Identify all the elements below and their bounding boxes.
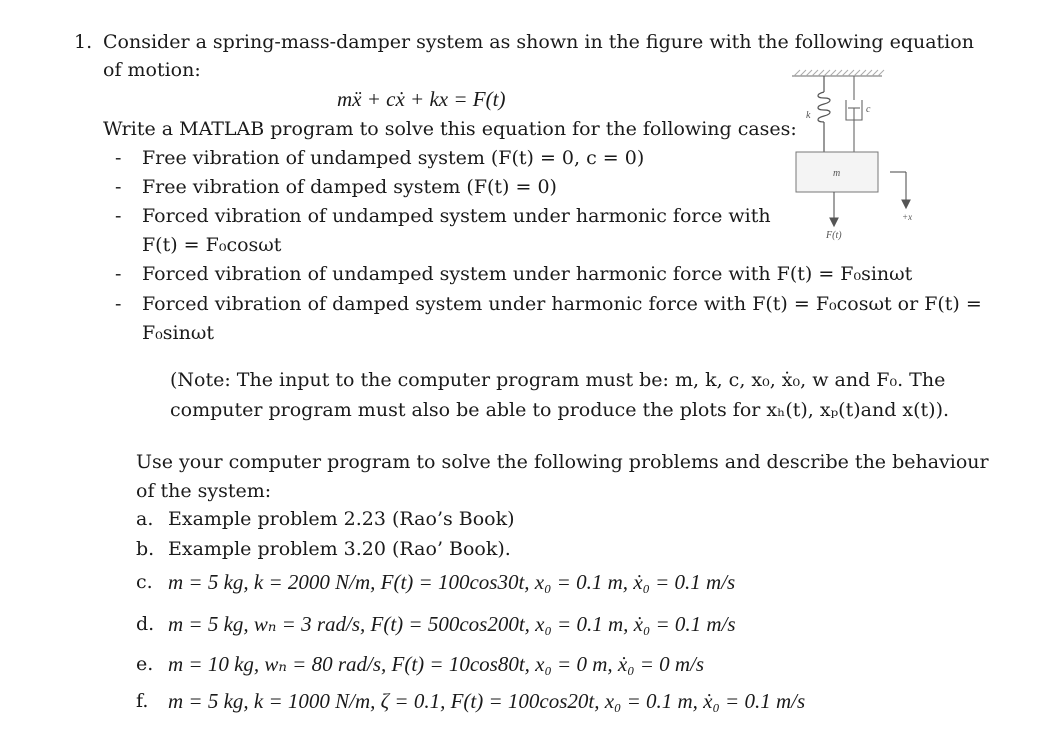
problem-label: f. [136,690,149,712]
case-3-continued: F(t) = F₀cosωt [142,234,282,256]
question-number: 1. [74,31,93,53]
use-line-1: Use your computer program to solve the following problems and describe the behaviour [136,451,989,473]
problem-label: b. [136,538,155,560]
damper-label: c [866,104,871,115]
use-line-2: of the system: [136,480,272,502]
problem-d: m = 5 kg, wₙ = 3 rad/s, F(t) = 500cos200t, x₀ = 0.1 m, ẋ₀ = 0.1 m/s [168,612,736,636]
problem-label: a. [136,508,154,530]
spring-label: k [806,110,811,121]
case-5-continued: F₀sinωt [142,322,214,344]
case-bullet: - [115,205,122,227]
problem-a: Example problem 2.23 (Rao’s Book) [168,508,515,530]
case-1: Free vibration of undamped system (F(t) = 0, c = 0) [142,147,645,169]
equation-of-motion: mẍ + cẋ + kx = F(t) [337,87,506,111]
intro-line-1: Consider a spring-mass-damper system as shown in the figure with the following equation [103,31,974,53]
case-bullet: - [115,176,122,198]
displacement-label: +x [902,212,913,222]
case-2: Free vibration of damped system (F(t) = 0) [142,176,557,198]
case-5: Forced vibration of damped system under harmonic force with F(t) = F₀cosωt or F(t) = [142,293,982,315]
case-bullet: - [115,293,122,315]
mass-label: m [833,168,841,179]
problem-f: m = 5 kg, k = 1000 N/m, ζ = 0.1, F(t) = 100cos20t, x₀ = 0.1 m, ẋ₀ = 0.1 m/s [168,689,806,713]
intro-line-2: of motion: [103,59,201,81]
spring [818,76,830,152]
note-line-2: computer program must also be able to produce the plots for xₕ(t), xₚ(t)and x(t)). [170,399,950,421]
case-3: Forced vibration of undamped system under harmonic force with [142,205,771,227]
case-4: Forced vibration of undamped system under harmonic force with F(t) = F₀sinωt [142,263,913,285]
prompt-line: Write a MATLAB program to solve this equation for the following cases: [103,118,797,140]
problem-e: m = 10 kg, wₙ = 80 rad/s, F(t) = 10cos80t, x₀ = 0 m, ẋ₀ = 0 m/s [168,652,705,676]
displacement-arrow [890,172,910,208]
problem-label: c. [136,571,153,593]
problem-label: e. [136,653,154,675]
case-bullet: - [115,147,122,169]
problem-c: m = 5 kg, k = 2000 N/m, F(t) = 100cos30t, x₀ = 0.1 m, ẋ₀ = 0.1 m/s [168,570,736,594]
problem-label: d. [136,613,155,635]
note-line-1: (Note: The input to the computer program must be: m, k, c, x₀, ẋ₀, w and F₀. The [170,369,946,391]
spring-mass-damper-diagram [778,62,938,252]
case-bullet: - [115,263,122,285]
damper [846,76,862,152]
force-label: F(t) [826,230,842,241]
fixed-support [792,70,884,76]
problem-b: Example problem 3.20 (Rao’ Book). [168,538,511,560]
force-arrow [830,192,838,226]
